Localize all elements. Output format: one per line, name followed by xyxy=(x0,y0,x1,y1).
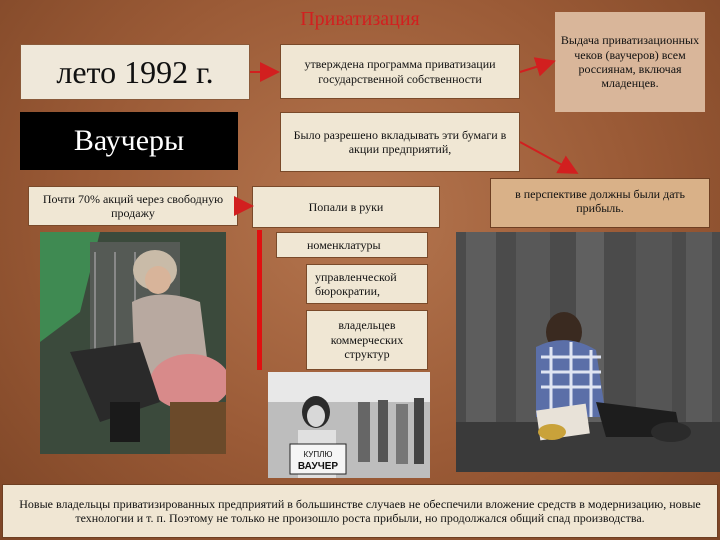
nomenclature-box: номенклатуры xyxy=(276,232,428,258)
shares-70-percent-box: Почти 70% акций через свободную продажу xyxy=(28,186,238,226)
arrow-invest-to-profit xyxy=(520,142,575,172)
profit-expectation-box: в перспективе должны были дать прибыль. xyxy=(490,178,710,228)
voucher-issue-box: Выдача приватизационных чеков (ваучеров) всем россиянам, включая младенцев. xyxy=(555,12,705,112)
summary-text-box: Новые владельцы приватизированных предприятий в большинстве случаев не обеспечили вложение средств в модернизацию, новые технологии и т. п. Поэтому не только не произошло роста прибыли, но продолжался общий спад производства. xyxy=(2,484,718,538)
summer-1992-box: лето 1992 г. xyxy=(20,44,250,100)
page-title: Приватизация xyxy=(300,8,420,30)
privatization-program-box: утверждена программа приватизации государственной собственности xyxy=(280,44,520,99)
vouchers-box: Ваучеры xyxy=(20,112,238,170)
sign-line-1: КУПЛЮ xyxy=(303,450,333,459)
arrow-program-to-issue xyxy=(520,62,552,72)
sign-line-2: ВАУЧЕР xyxy=(297,461,339,472)
bureaucracy-box: управленческой бюрократии, xyxy=(306,264,428,304)
invest-in-shares-box: Было разрешено вкладывать эти бумаги в акции предприятий, xyxy=(280,112,520,172)
fell-into-hands-box: Попали в руки xyxy=(252,186,440,228)
commercial-owners-box: владельцев коммерческих структур xyxy=(306,310,428,370)
